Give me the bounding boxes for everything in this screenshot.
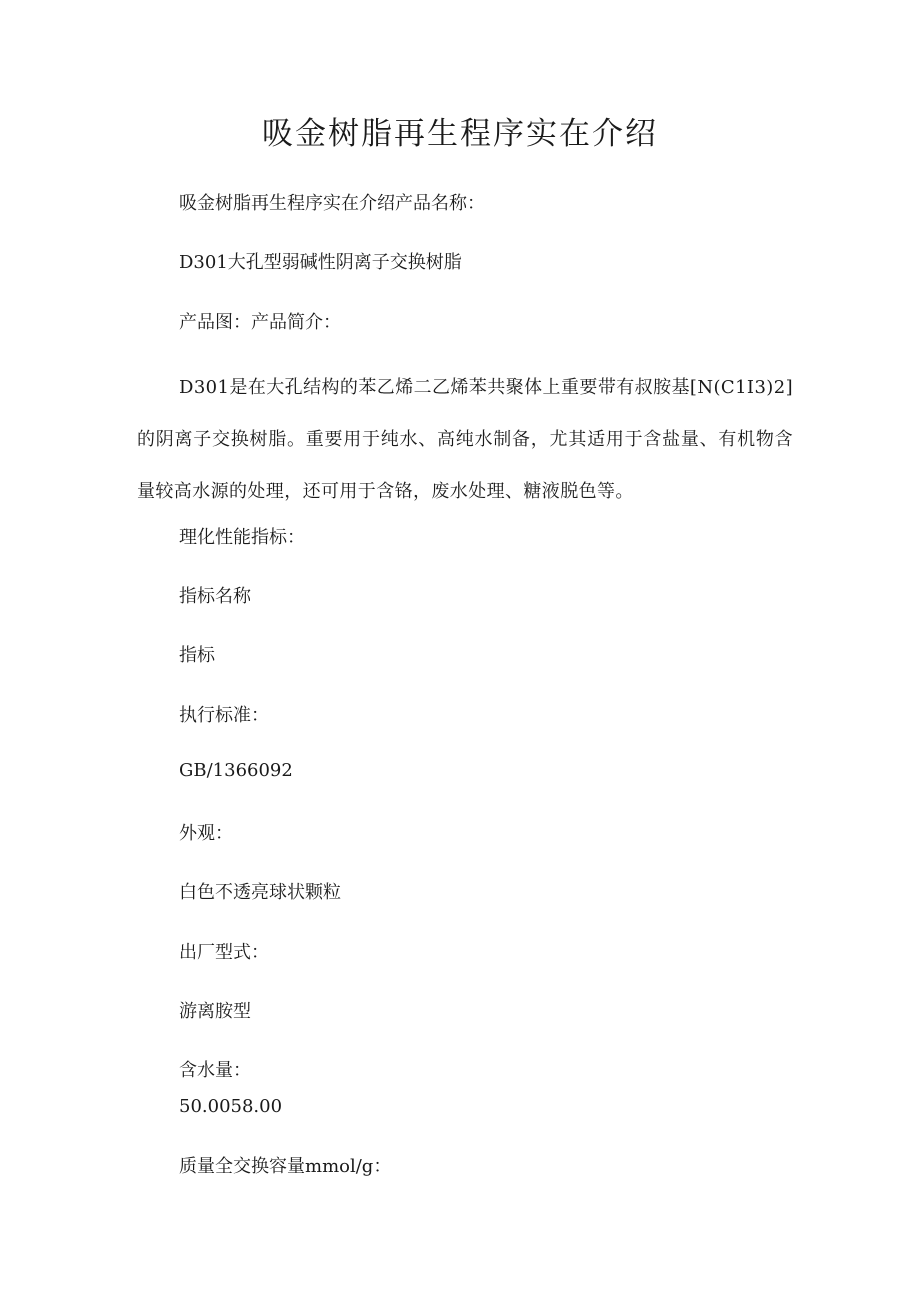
appearance-label: 外观： <box>179 823 233 844</box>
form-value: 游离胺型 <box>179 1001 251 1022</box>
spec-name-label: 指标名称 <box>179 586 251 607</box>
standard-value: GB/1366092 <box>179 760 293 781</box>
appearance-value: 白色不透亮球状颗粒 <box>179 882 341 903</box>
standard-label: 执行标准： <box>179 705 269 726</box>
water-content-value: 50.0058.00 <box>179 1096 283 1117</box>
form-label: 出厂型式： <box>179 942 269 963</box>
document-title: 吸金树脂再生程序实在介绍 <box>262 116 658 152</box>
capacity-label: 质量全交换容量mmol/g： <box>179 1156 392 1177</box>
product-name-label: 吸金树脂再生程序实在介绍产品名称： <box>179 193 485 214</box>
intro-paragraph: D301是在大孔结构的苯乙烯二乙烯苯共聚体上重要带有叔胺基[N(C1I3)2]的阴离子交换树脂。重要用于纯水、高纯水制备，尤其适用于含盐量、有机物含量较高水源的处理，还可用于含铬，废水处理、糖液脱色等。 <box>137 377 793 502</box>
image-intro-label: 产品图：产品简介： <box>179 312 341 333</box>
spec-heading: 理化性能指标： <box>179 527 305 548</box>
product-name: D301大孔型弱碱性阴离子交换树脂 <box>179 252 462 273</box>
water-content-label: 含水量： <box>179 1060 251 1081</box>
spec-value-label: 指标 <box>179 645 215 666</box>
